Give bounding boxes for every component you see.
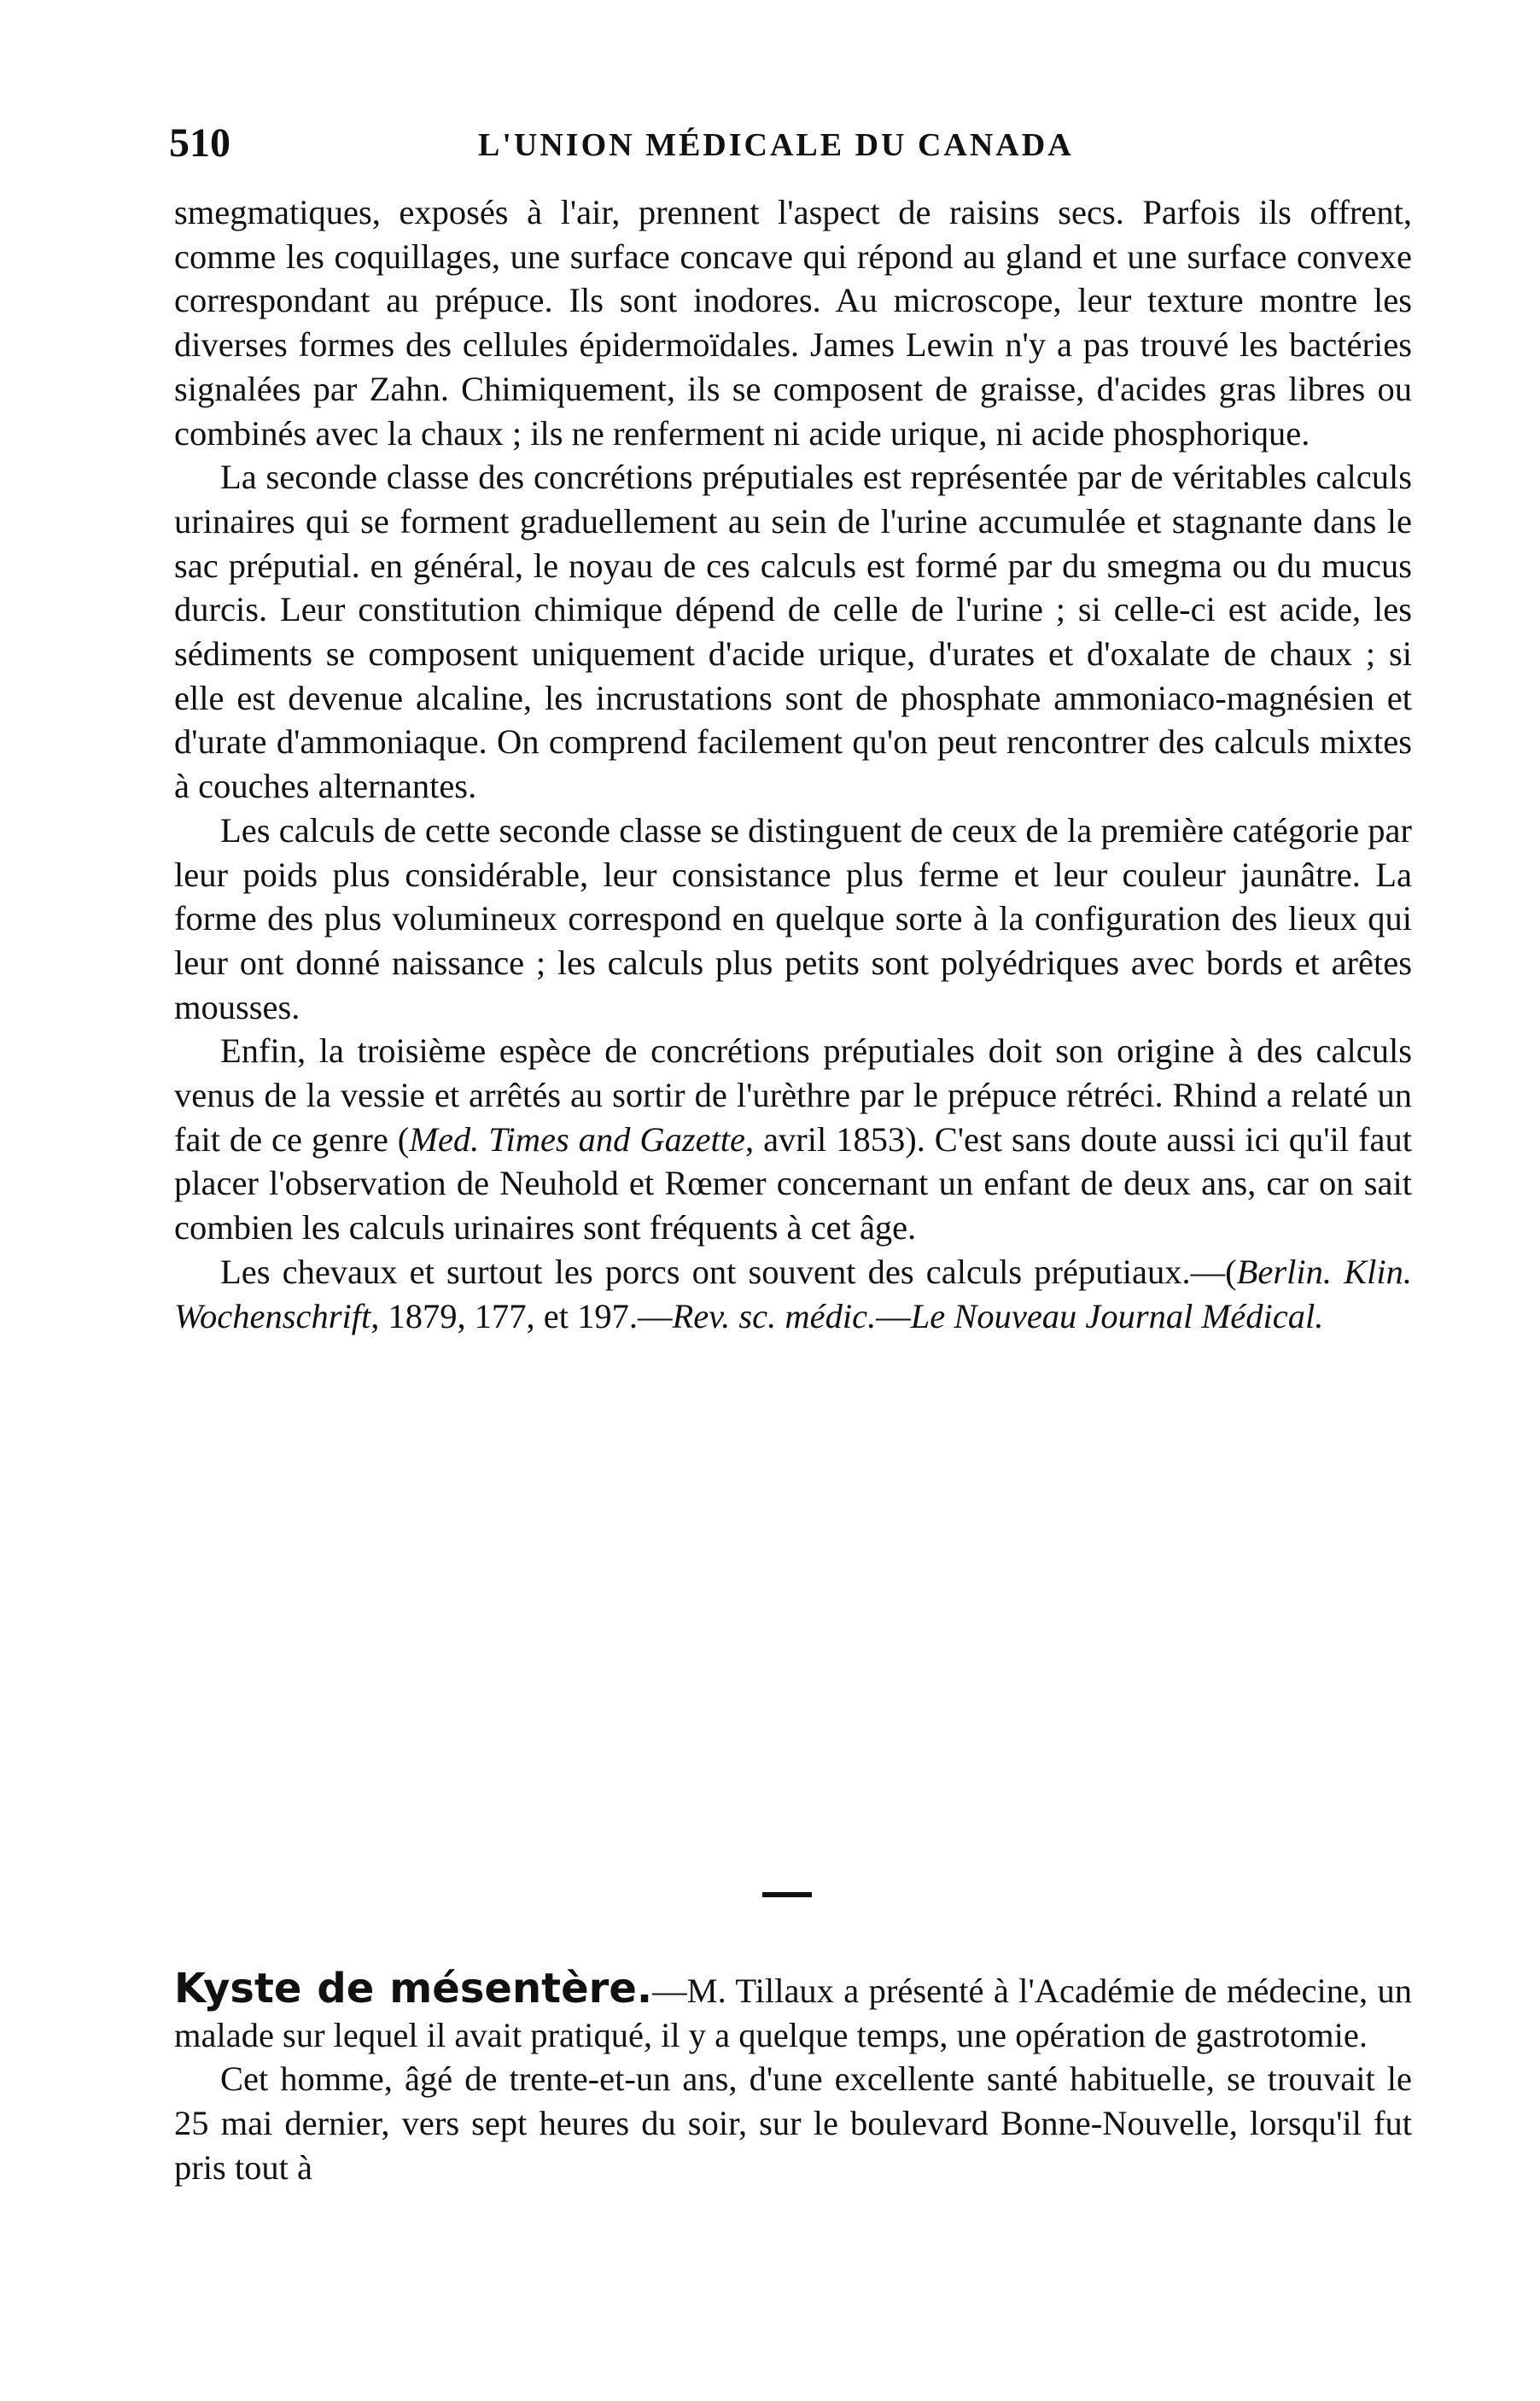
paragraph-text: —M. Tillaux a présenté à l'Académie de médecine, un malade sur lequel il avait pratiqué, il y a quelque temps, une opération de gastrotomie. [174, 1972, 1412, 2054]
continued-article [174, 190, 1412, 1338]
new-article [174, 1967, 1412, 2190]
page-number: 510 [169, 120, 230, 166]
paragraph-text: , avril 1853). C'est sans doute aussi ici qu'il faut placer l'observation de Neuhold et Rœmer concernant un enfant de deux ans, car on sait combien les calculs urinaires sont fréquents à cet âge. [174, 1119, 1412, 1247]
paragraph [174, 1250, 1412, 1338]
paragraph: Les calculs de cette seconde classe se distinguent de ceux de la première catégorie par leur poids plus considérable, leur consistance plus ferme et leur couleur jaunâtre. La forme des plus volumineux correspond en quelque sorte à la configuration des lieux qui leur ont donné naissance ; les calculs plus petits sont polyédriques avec bords et arêtes mousses. [174, 810, 1412, 1026]
section-divider [762, 1892, 812, 1897]
paragraph-text: Enfin, la troisième espèce de concrétions préputiales doit son origine à des calculs venus de la vessie et arrêtés au sortir de l'urèthre par le prépuce rétréci. Rhind a relaté un fait de ce genre ( [174, 1031, 1412, 1159]
source-pages: , 1879, 177, et 197.— [370, 1296, 673, 1335]
source-citation: Rev. sc. médic. [672, 1296, 877, 1335]
citation-journal: Med. Times and Gazette [409, 1119, 746, 1159]
paragraph: smegmatiques, exposés à l'air, prennent l'aspect de raisins secs. Parfois ils offrent, comme les coquillages, une surface concave qui répond au gland et une surface convexe correspondant au prépuce. Ils sont inodores. Au microscope, leur texture montre les diverses formes des cellules épidermoïdales. James Lewin n'y a pas trouvé les bactéries signalées par Zahn. Chimiquement, ils se composent de graisse, d'acides gras libres ou combinés avec la chaux ; ils ne renferment ni acide urique, ni acide phosphorique. [174, 193, 1412, 453]
running-head: L'UNION MÉDICALE DU CANADA [478, 127, 1074, 163]
source-separator: — [876, 1296, 911, 1335]
paragraph-text: Les chevaux et surtout les porcs ont souvent des calculs préputiaux.—( [220, 1252, 1237, 1291]
source-citation: Berlin. Klin. Wochenschrift [174, 1252, 1413, 1335]
source-citation: Le Nouveau Journal Médical. [910, 1296, 1324, 1335]
paragraph: Cet homme, âgé de trente-et-un ans, d'une excellente santé habituelle, se trouvait le 25 mai dernier, vers sept heures du soir, sur le boulevard Bonne-Nouvelle, lorsqu'il fut pris tout à [174, 2059, 1412, 2187]
paragraph [174, 1967, 1412, 2057]
article-title: Kyste de mésentère. [174, 1965, 653, 2013]
paragraph: La seconde classe des concrétions préputiales est représentée par de véritables calculs urinaires qui se forment graduellement au sein de l'urine accumulée et stagnante dans le sac préputial. en général, le noyau de ces calculs est formé par du smegma ou du mucus durcis. Leur constitution chimique dépend de celle de l'urine ; si celle-ci est acide, les sédiments se composent uniquement d'acide urique, d'urates et d'oxalate de chaux ; si elle est devenue alcaline, les incrustations sont de phosphate ammoniaco-magnésien et d'urate d'ammoniaque. On comprend facilement qu'on peut rencontrer des calculs mixtes à couches alternantes. [174, 458, 1412, 806]
paragraph [174, 1029, 1412, 1250]
